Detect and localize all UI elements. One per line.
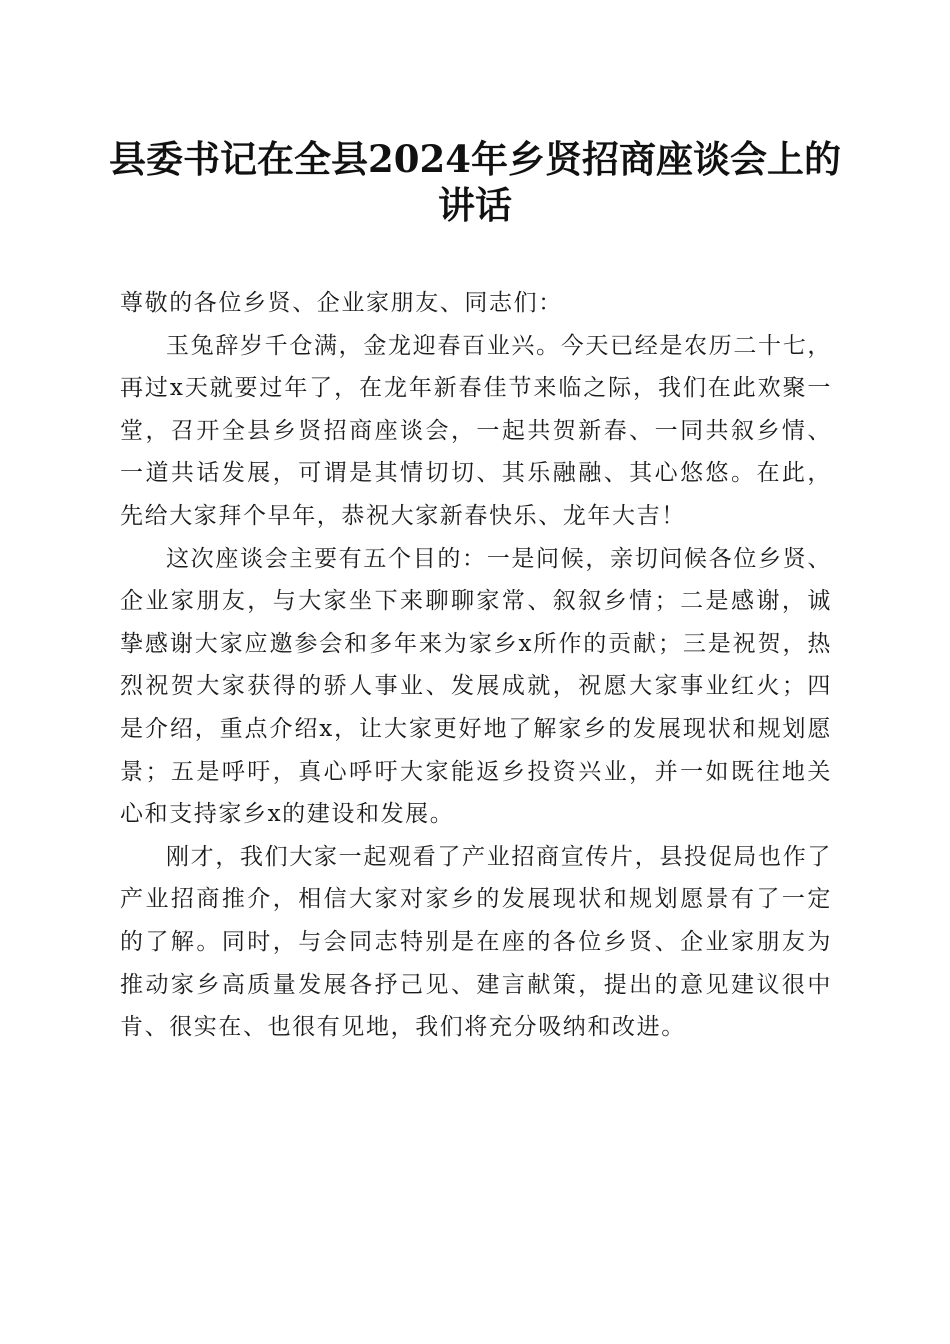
document-title: 县委书记在全县2024年乡贤招商座谈会上的讲话 [109,137,841,227]
paragraph-purposes: 这次座谈会主要有五个目的：一是问候，亲切问候各位乡贤、企业家朋友，与大家坐下来聊聊家常、叙叙乡情；二是感谢，诚挚感谢大家应邀参会和多年来为家乡x所作的贡献；三是祝贺，热烈祝贺大家获得的骄人事业、发展成就，祝愿大家事业红火；四是介绍，重点介绍x，让大家更好地了解家乡的发展现状和规划愿景；五是呼吁，真心呼吁大家能返乡投资兴业，并一如既往地关心和支持家乡x的建设和发展。 [120,545,832,828]
document-body [120,282,832,1049]
paragraph-review: 刚才，我们大家一起观看了产业招商宣传片，县投促局也作了产业招商推介，相信大家对家乡的发展现状和规划愿景有了一定的了解。同时，与会同志特别是在座的各位乡贤、企业家朋友为推动家乡高质量发展各抒己见、建言献策，提出的意见建议很中肯、很实在、也很有见地，我们将充分吸纳和改进。 [120,843,832,1041]
paragraph-greeting: 玉兔辞岁千仓满，金龙迎春百业兴。今天已经是农历二十七，再过x天就要过年了，在龙年新春佳节来临之际，我们在此欢聚一堂，召开全县乡贤招商座谈会，一起共贺新春、一同共叙乡情、一道共话发展，可谓是其情切切、其乐融融、其心悠悠。在此，先给大家拜个早年，恭祝大家新春快乐、龙年大吉！ [120,332,832,529]
salutation: 尊敬的各位乡贤、企业家朋友、同志们： [120,290,563,316]
